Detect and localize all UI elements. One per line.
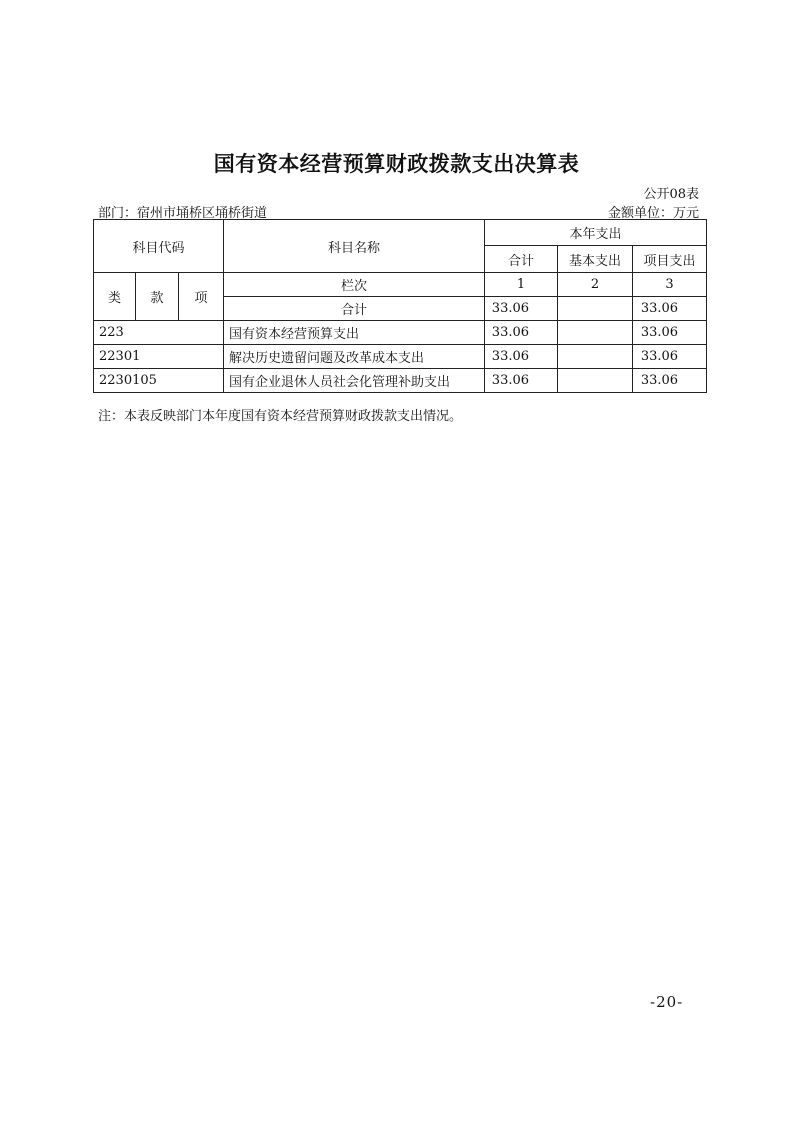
row-project: 33.06 <box>633 345 707 369</box>
page-number: -20- <box>650 993 684 1011</box>
header-current-year: 本年支出 <box>485 220 707 246</box>
row-name: 解决历史遗留问题及改革成本支出 <box>224 345 485 369</box>
row-basic <box>558 321 633 345</box>
total-basic <box>558 297 633 321</box>
row-basic <box>558 369 633 393</box>
header-section: 款 <box>136 273 179 321</box>
amount-unit: 金额单位：万元 <box>607 206 699 221</box>
row-code: 223 <box>94 321 224 345</box>
row-total: 33.06 <box>485 369 558 393</box>
header-code: 科目代码 <box>94 220 224 273</box>
header-row-1 <box>94 220 707 246</box>
expenditure-table <box>93 219 707 393</box>
total-project: 33.06 <box>633 297 707 321</box>
header-project: 项目支出 <box>633 246 707 273</box>
row-name: 国有资本经营预算支出 <box>224 321 485 345</box>
document-title: 国有资本经营预算财政拨款支出决算表 <box>213 152 580 176</box>
total-label: 合计 <box>224 297 485 321</box>
row-code: 2230105 <box>94 369 224 393</box>
column-index-1: 1 <box>485 273 558 297</box>
header-basic: 基本支出 <box>558 246 633 273</box>
column-index-label: 栏次 <box>224 273 485 297</box>
row-code: 22301 <box>94 345 224 369</box>
header-item: 项 <box>179 273 224 321</box>
header-total: 合计 <box>485 246 558 273</box>
form-code: 公开08表 <box>643 187 699 202</box>
row-total: 33.06 <box>485 321 558 345</box>
header-name: 科目名称 <box>224 220 485 273</box>
table-row <box>94 345 707 369</box>
row-project: 33.06 <box>633 321 707 345</box>
total-amount: 33.06 <box>485 297 558 321</box>
column-index-row <box>94 273 707 297</box>
table-note: 注：本表反映部门本年度国有资本经营预算财政拨款支出情况。 <box>98 409 463 424</box>
row-total: 33.06 <box>485 345 558 369</box>
header-category: 类 <box>94 273 136 321</box>
row-name: 国有企业退休人员社会化管理补助支出 <box>224 369 485 393</box>
row-project: 33.06 <box>633 369 707 393</box>
row-basic <box>558 345 633 369</box>
table-row <box>94 321 707 345</box>
column-index-3: 3 <box>633 273 707 297</box>
table-row <box>94 369 707 393</box>
column-index-2: 2 <box>558 273 633 297</box>
department-label: 部门：宿州市埇桥区埇桥街道 <box>98 206 268 221</box>
